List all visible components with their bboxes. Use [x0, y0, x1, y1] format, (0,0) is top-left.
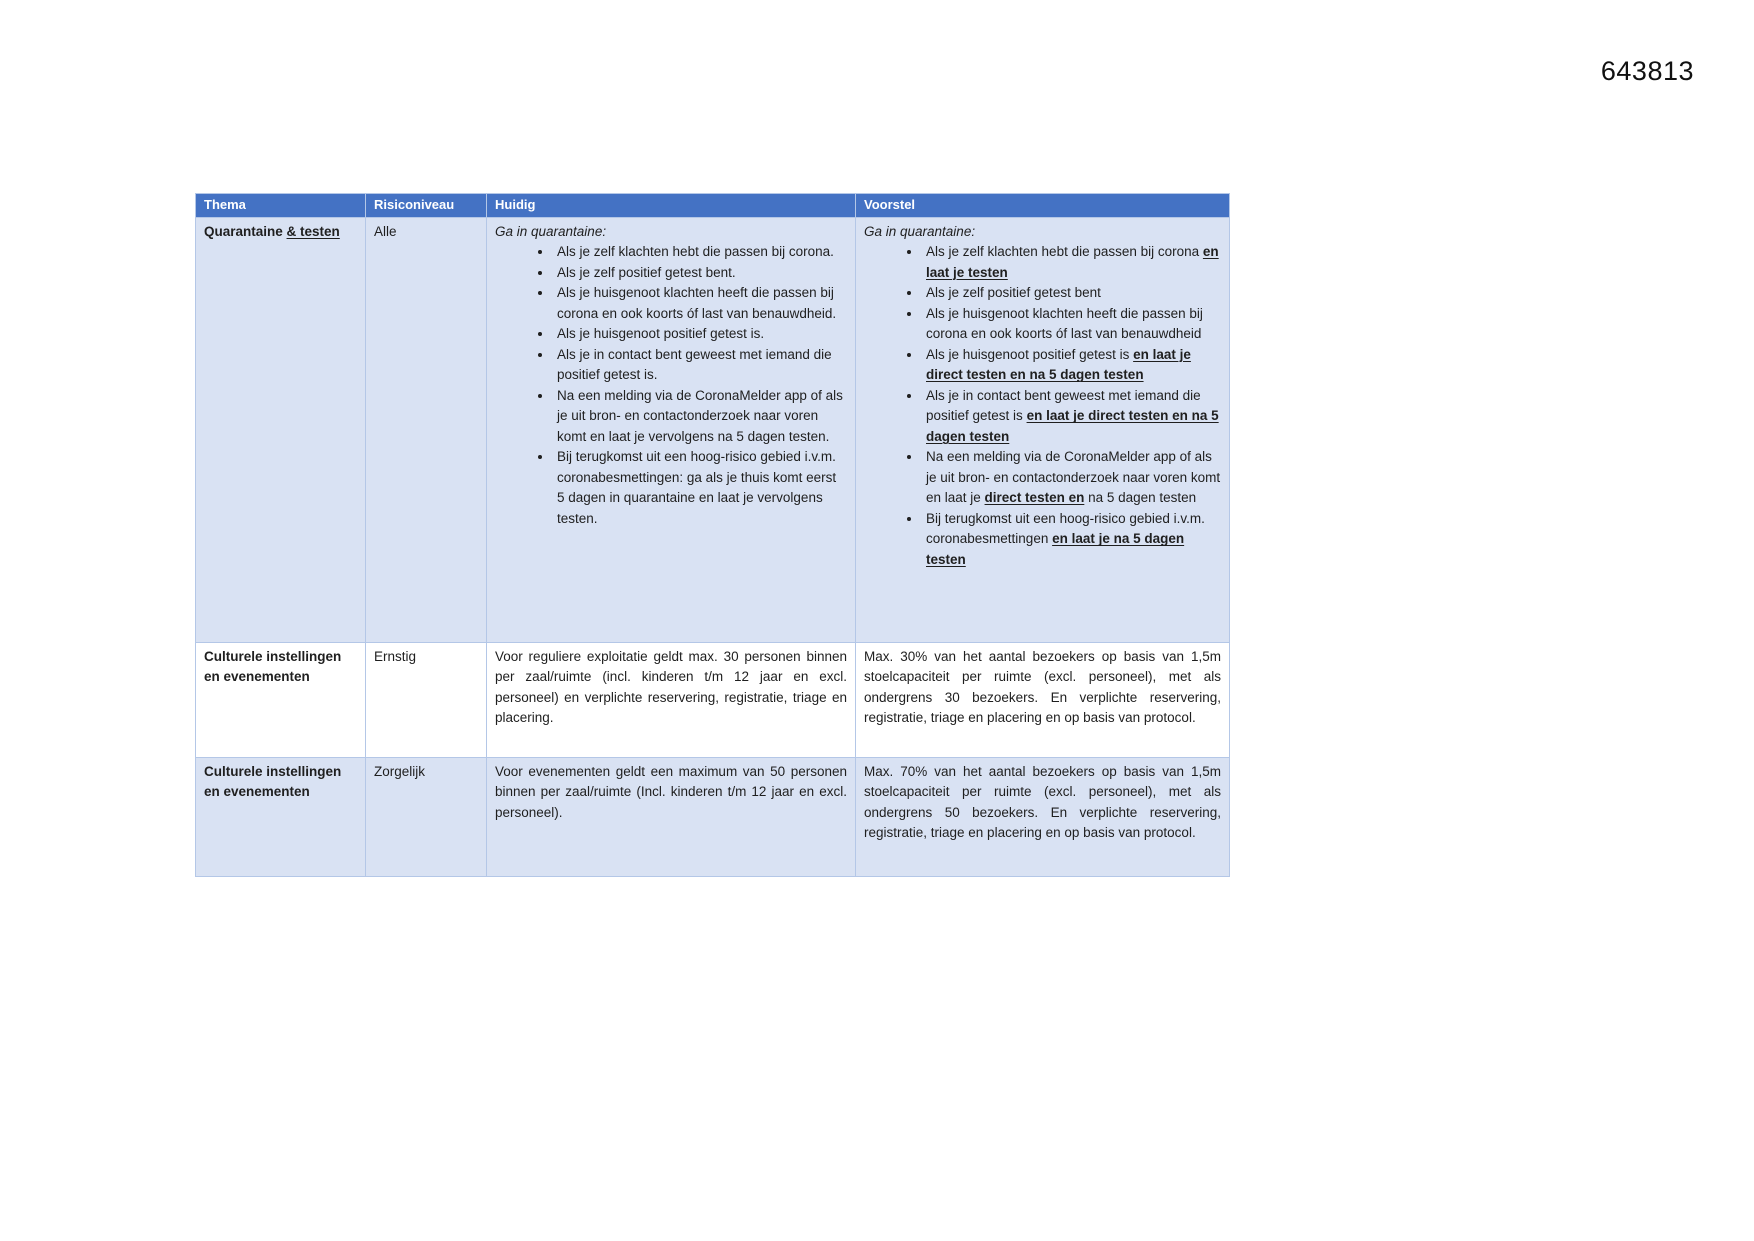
header-voorstel: Voorstel: [856, 194, 1230, 218]
cell-risiconiveau: Zorgelijk: [366, 757, 487, 876]
cell-paragraph: [495, 762, 847, 824]
header-thema: Thema: [196, 194, 366, 218]
text-segment: Als je huisgenoot positief getest is.: [557, 326, 765, 342]
cell-voorstel: [856, 642, 1230, 757]
cell-intro: Ga in quarantaine:: [864, 223, 976, 239]
header-risiconiveau: Risiconiveau: [366, 194, 487, 218]
cell-thema: [196, 642, 366, 757]
text-segment: Als je in contact bent geweest met iemand die positief getest is: [926, 387, 1201, 424]
table-row: [196, 642, 1230, 757]
bullet-item: [922, 304, 1221, 345]
header-row: [196, 194, 1230, 218]
bullet-item: [922, 447, 1221, 509]
cell-paragraph: [864, 762, 1221, 844]
bullet-item: [553, 447, 847, 529]
bullet-item: [553, 386, 847, 448]
text-segment: Bij terugkomst uit een hoog-risico gebied i.v.m. coronabesmettingen: ga als je thuis komt eerst 5 dagen in quarantaine en laat je vervolgens testen.: [557, 449, 837, 526]
cell-huidig: [487, 757, 856, 876]
page-number: 643813: [1600, 56, 1694, 86]
bullet-item: [553, 345, 847, 386]
text-segment: Na een melding via de CoronaMelder app of als je uit bron- en contactonderzoek naar voren komt en laat je: [926, 449, 1221, 506]
text-segment: Culturele instellingen en evenementen: [204, 763, 342, 800]
cell-huidig: [487, 642, 856, 757]
text-segment: Als je huisgenoot positief getest is: [926, 346, 1134, 362]
cell-paragraph: [864, 647, 1221, 729]
text-segment: en laat je testen: [926, 244, 1219, 280]
text-segment: Als je huisgenoot klachten heeft die passen bij corona en ook koorts óf last van benauwdheid.: [557, 285, 837, 321]
text-segment: en laat je direct testen en na 5 dagen testen: [926, 408, 1219, 444]
bullet-list: [495, 242, 847, 529]
bullet-item: [922, 386, 1221, 448]
text-segment: Als je zelf klachten hebt die passen bij corona.: [557, 244, 834, 260]
table-row: [196, 217, 1230, 642]
cell-voorstel: [856, 217, 1230, 642]
text-segment: Als je huisgenoot klachten heeft die passen bij corona en ook koorts óf last van benauwdheid: [926, 305, 1203, 342]
text-segment: direct testen en: [984, 490, 1085, 506]
text-segment: Culturele instellingen en evenementen: [204, 648, 342, 685]
text-segment: Max. 30% van het aantal bezoekers op basis van 1,5m stoelcapaciteit per ruimte (excl. personeel), met als ondergrens 30 bezoekers. En verplichte reservering, registratie, triage en placering en op basis van protocol.: [864, 648, 1221, 726]
header-huidig: Huidig: [487, 194, 856, 218]
text-segment: Als je in contact bent geweest met iemand die positief getest is.: [557, 346, 832, 383]
rules-table: [195, 193, 1230, 877]
text-segment: en laat je na 5 dagen testen: [926, 531, 1185, 567]
bullet-item: [553, 242, 847, 263]
bullet-item: [553, 283, 847, 324]
table-header: [196, 194, 1230, 218]
cell-intro: Ga in quarantaine:: [495, 223, 607, 239]
bullet-item: [553, 324, 847, 345]
text-segment: & testen: [286, 223, 340, 239]
bullet-item: [553, 263, 847, 284]
text-segment: Max. 70% van het aantal bezoekers op basis van 1,5m stoelcapaciteit per ruimte (excl. personeel), met als ondergrens 50 bezoekers. En verplichte reservering, registratie, triage en placering en op basis van protocol.: [864, 763, 1221, 841]
cell-huidig: [487, 217, 856, 642]
bullet-item: [922, 242, 1221, 283]
cell-thema: [196, 757, 366, 876]
cell-paragraph: [495, 647, 847, 729]
cell-thema: [196, 217, 366, 642]
text-segment: Als je zelf klachten hebt die passen bij corona: [926, 244, 1203, 260]
table-row: [196, 757, 1230, 876]
text-segment: Als je zelf positief getest bent.: [557, 264, 736, 280]
text-segment: Voor reguliere exploitatie geldt max. 30 personen binnen per zaal/ruimte (incl. kinderen t/m 12 jaar en excl. personeel) en verplichte reservering, registratie, triage en placering.: [495, 648, 847, 726]
text-segment: na 5 dagen testen: [1084, 490, 1197, 506]
rules-table-container: [195, 193, 1229, 877]
cell-voorstel: [856, 757, 1230, 876]
table-body: [196, 217, 1230, 876]
bullet-item: [922, 509, 1221, 571]
bullet-list: [864, 242, 1221, 570]
cell-risiconiveau: Ernstig: [366, 642, 487, 757]
text-segment: Bij terugkomst uit een hoog-risico gebied i.v.m. coronabesmettingen: [926, 510, 1205, 547]
text-segment: en laat je direct testen en na 5 dagen testen: [926, 346, 1191, 383]
bullet-item: [922, 283, 1221, 304]
cell-risiconiveau: Alle: [366, 217, 487, 642]
bullet-item: [922, 345, 1221, 386]
text-segment: Quarantaine: [204, 223, 287, 239]
text-segment: Na een melding via de CoronaMelder app of als je uit bron- en contactonderzoek naar voren komt en laat je vervolgens na 5 dagen testen.: [557, 387, 843, 444]
text-segment: Voor evenementen geldt een maximum van 50 personen binnen per zaal/ruimte (Incl. kinderen t/m 12 jaar en excl. personeel).: [495, 763, 847, 820]
text-segment: Als je zelf positief getest bent: [926, 285, 1101, 301]
